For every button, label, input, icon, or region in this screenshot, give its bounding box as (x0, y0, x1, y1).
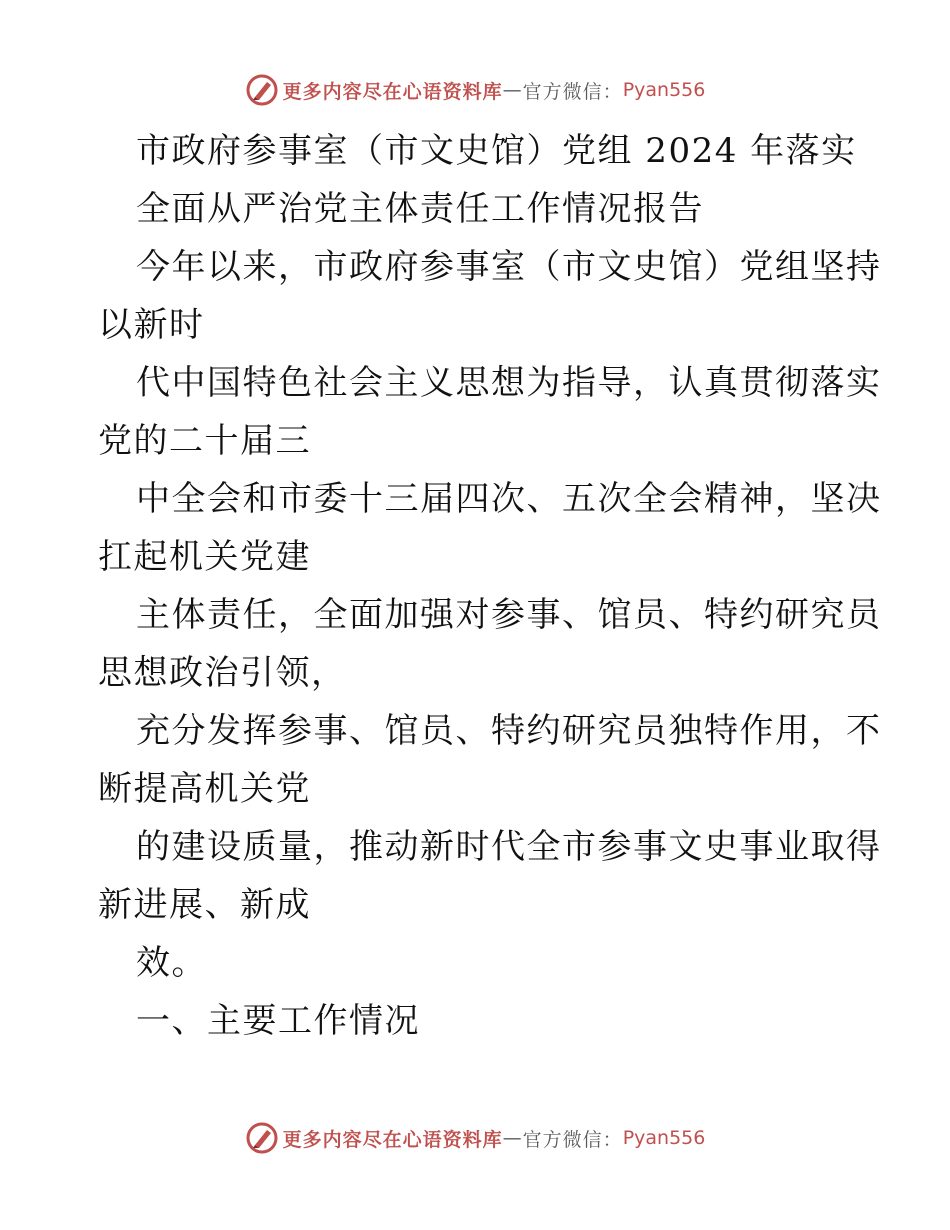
paragraph-line: 断提高机关党 (98, 769, 311, 809)
paragraph-line: 中全会和市委十三届四次、五次全会精神，坚决 (136, 479, 882, 519)
section-heading: 一、主要工作情况 (136, 1001, 420, 1041)
brand-logo-icon (245, 73, 279, 107)
paragraph-line: 代中国特色社会主义思想为指导，认真贯彻落实 (136, 363, 882, 403)
paragraph-line: 的建设质量，推动新时代全市参事文史事业取得 (136, 827, 882, 867)
banner-wechat-label: 官方微信： (522, 1128, 623, 1151)
document-title-line-1: 市政府参事室（市文史馆）党组 2024 年落实 (136, 131, 857, 171)
banner-dash: — (502, 1127, 523, 1149)
paragraph-line: 以新时 (98, 305, 205, 345)
paragraph-line: 思想政治引领， (98, 653, 347, 693)
banner-wechat-id: Pyan556 (622, 79, 706, 101)
paragraph-line: 主体责任，全面加强对参事、馆员、特约研究员 (136, 595, 882, 635)
banner-wechat-id: Pyan556 (622, 1127, 706, 1149)
footer-banner (0, 1118, 950, 1158)
paragraph-line: 今年以来，市政府参事室（市文史馆）党组坚持 (136, 247, 882, 287)
banner-title: 更多内容尽在心语资料库 (282, 80, 503, 103)
banner-wechat-label: 官方微信： (522, 80, 623, 103)
paragraph-line: 充分发挥参事、馆员、特约研究员独特作用，不 (136, 711, 882, 751)
paragraph-line: 扛起机关党建 (98, 537, 311, 577)
paragraph-line: 党的二十届三 (98, 421, 311, 461)
banner-dash: — (502, 79, 523, 101)
header-banner (0, 70, 950, 110)
banner-title: 更多内容尽在心语资料库 (282, 1128, 503, 1151)
document-title-line-2: 全面从严治党主体责任工作情况报告 (136, 189, 704, 229)
brand-logo-icon (245, 1121, 279, 1155)
paragraph-line: 新进展、新成 (98, 885, 311, 925)
paragraph-line: 效。 (136, 943, 207, 983)
document-body (98, 122, 882, 1050)
